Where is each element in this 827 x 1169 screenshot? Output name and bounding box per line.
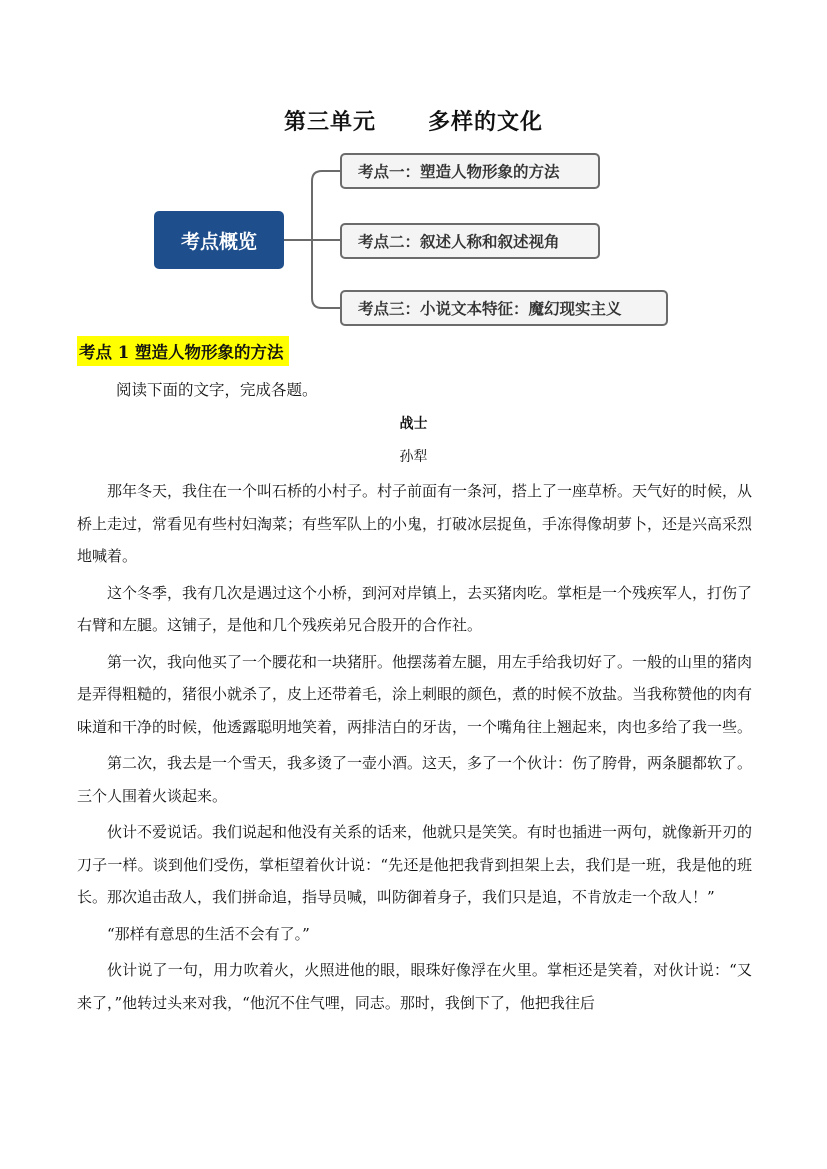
story-author: 孙犁 [399,449,428,465]
story-paragraph: 第二次，我去是一个雪天，我多烫了一壶小酒。这天，多了一个伙计：伤了胯骨，两条腿都软了。三个人围着火谈起来。 [77,754,753,805]
story-paragraph: 伙计说了一句，用力吹着火，火照进他的眼，眼珠好像浮在火里。掌柜还是笑着，对伙计说：“又来了，”他转过头来对我，“他沉不住气哩，同志。那时，我倒下了，他把我往后 [77,961,752,1012]
mindmap-branch-3: 考点三：小说文本特征：魔幻现实主义 [340,290,668,326]
story-body [77,475,752,1023]
mindmap-branch-1: 考点一：塑造人物形象的方法 [340,153,600,189]
story-paragraph: 那年冬天，我住在一个叫石桥的小村子。村子前面有一条河，搭上了一座草桥。天气好的时候，从桥上走过，常看见有些村妇淘菜；有些军队上的小鬼，打破冰层捉鱼，手冻得像胡萝卜，还是兴高采烈地喊着。 [77,482,753,565]
instruction-text: 阅读下面的文字，完成各题。 [116,381,318,399]
mindmap-root-box: 考点概览 [154,211,284,269]
mindmap-branch-2: 考点二：叙述人称和叙述视角 [340,223,600,259]
story-title: 战士 [399,416,428,432]
story-paragraph: “那样有意思的生活不会有了。” [107,924,310,943]
story-paragraph: 第一次，我向他买了一个腰花和一块猪肝。他摆荡着左腿，用左手给我切好了。一般的山里的猪肉是弄得粗糙的，猪很小就杀了，皮上还带着毛，涂上刺眼的颜色，煮的时候不放盐。当我称赞他的肉有味道和干净的时候，他透露聪明地笑着，两排洁白的牙齿，一个嘴角往上翘起来，肉也多给了我一些。 [77,652,753,736]
section-heading: 考点 1 塑造人物形象的方法 [77,336,289,366]
story-paragraph: 伙计不爱说话。我们说起和他没有关系的话来，他就只是笑笑。有时也插进一两句，就像新开刃的刀子一样。谈到他们受伤，掌柜望着伙计说：“先还是他把我背到担架上去，我们是一班，我是他的班长。那次追击敌人，我们拼命追，指导员喊，叫防御着身子，我们只是追，不肯放走一个敌人！” [77,823,753,906]
page-title: 第三单元 多样的文化 [284,110,543,135]
story-paragraph: 这个冬季，我有几次是遇过这个小桥，到河对岸镇上，去买猪肉吃。掌柜是一个残疾军人，打伤了右臂和左腿。这铺子，是他和几个残疾弟兄合股开的合作社。 [77,583,753,634]
